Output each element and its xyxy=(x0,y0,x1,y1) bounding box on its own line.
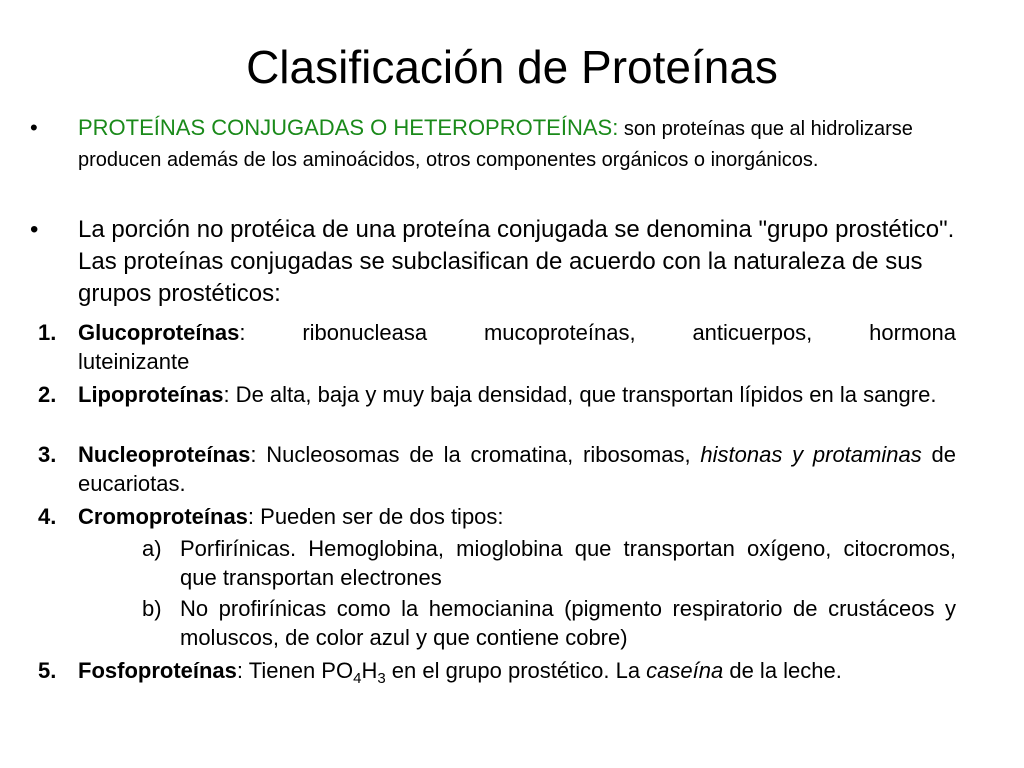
heading-conjugated-proteins: PROTEÍNAS CONJUGADAS O HETEROPROTEÍNAS: xyxy=(78,115,619,140)
italic-term: histonas y protaminas xyxy=(700,442,922,467)
term: Lipoproteínas xyxy=(78,382,224,407)
term: Fosfoproteínas xyxy=(78,658,237,683)
term: Nucleoproteínas xyxy=(78,442,251,467)
bullet-marker: • xyxy=(30,216,39,243)
sub-item-letter: a) xyxy=(142,536,162,561)
term-description: : Pueden ser de dos tipos: xyxy=(247,504,504,529)
list-item-glucoproteinas xyxy=(38,318,956,376)
list-item-line xyxy=(78,318,956,347)
list-item-content xyxy=(78,380,956,409)
bullet-content xyxy=(78,112,956,176)
term: Glucoproteínas xyxy=(78,320,240,345)
sub-item-porfirinicas xyxy=(142,534,956,592)
list-item-fosfoproteinas xyxy=(38,656,956,685)
list-item-content xyxy=(78,318,956,376)
bullet-marker: • xyxy=(30,115,38,140)
sub-item-letter: b) xyxy=(142,596,162,621)
sub-item-text: Porfirínicas. Hemoglobina, mioglobina que transportan oxígeno, citocromos, que transportan electrones xyxy=(180,536,956,590)
italic-term: caseína xyxy=(646,658,724,683)
sub-item-no-profirinicas xyxy=(142,594,956,652)
slide-title: Clasificación de Proteínas xyxy=(246,41,778,93)
list-item-content xyxy=(78,656,956,685)
subscript: 3 xyxy=(377,670,386,687)
bullet-prosthetic-group xyxy=(30,214,956,310)
list-item-content xyxy=(78,502,956,531)
list-item-nucleoproteinas xyxy=(38,440,956,498)
list-item-cromoproteinas xyxy=(38,502,956,531)
list-number: 1. xyxy=(38,320,57,345)
list-number: 3. xyxy=(38,442,57,467)
term-description: : ribonucleasa mucoproteínas, anticuerpos, hormona xyxy=(239,320,956,345)
term-description: : Nucleosomas de la cromatina, ribosomas, xyxy=(250,442,701,467)
bullet-conjugated-proteins xyxy=(30,112,956,176)
term-description-mid: en el grupo prostético. La xyxy=(385,658,647,683)
bullet-text: son proteínas que al hidrolizarse producen además de los aminoácidos, otros componentes orgánicos o inorgánicos. xyxy=(78,118,913,171)
term-description-end: de eucariotas. xyxy=(78,442,956,496)
sub-item-text: No profirínicas como la hemocianina (pigmento respiratorio de crustáceos y moluscos, de color azul y que contiene cobre) xyxy=(180,596,956,650)
bullet-text: La porción no protéica de una proteína conjugada se denomina "grupo prostético". Las proteínas conjugadas se subclasifican de acuerdo con la naturaleza de sus grupos prostéticos: xyxy=(78,216,955,307)
list-number: 4. xyxy=(38,504,57,529)
term: Cromoproteínas xyxy=(78,504,248,529)
term-description: : De alta, baja y muy baja densidad, que transportan lípidos en la sangre. xyxy=(223,382,937,407)
list-item-lipoproteinas xyxy=(38,380,956,409)
list-number: 5. xyxy=(38,658,57,683)
list-item-line: luteinizante xyxy=(78,349,190,374)
formula-part: H xyxy=(361,658,378,683)
term-description: : Tienen PO xyxy=(236,658,354,683)
list-item-content xyxy=(78,440,956,498)
term-description-end: de la leche. xyxy=(723,658,842,683)
list-number: 2. xyxy=(38,382,57,407)
subscript: 4 xyxy=(353,670,362,687)
